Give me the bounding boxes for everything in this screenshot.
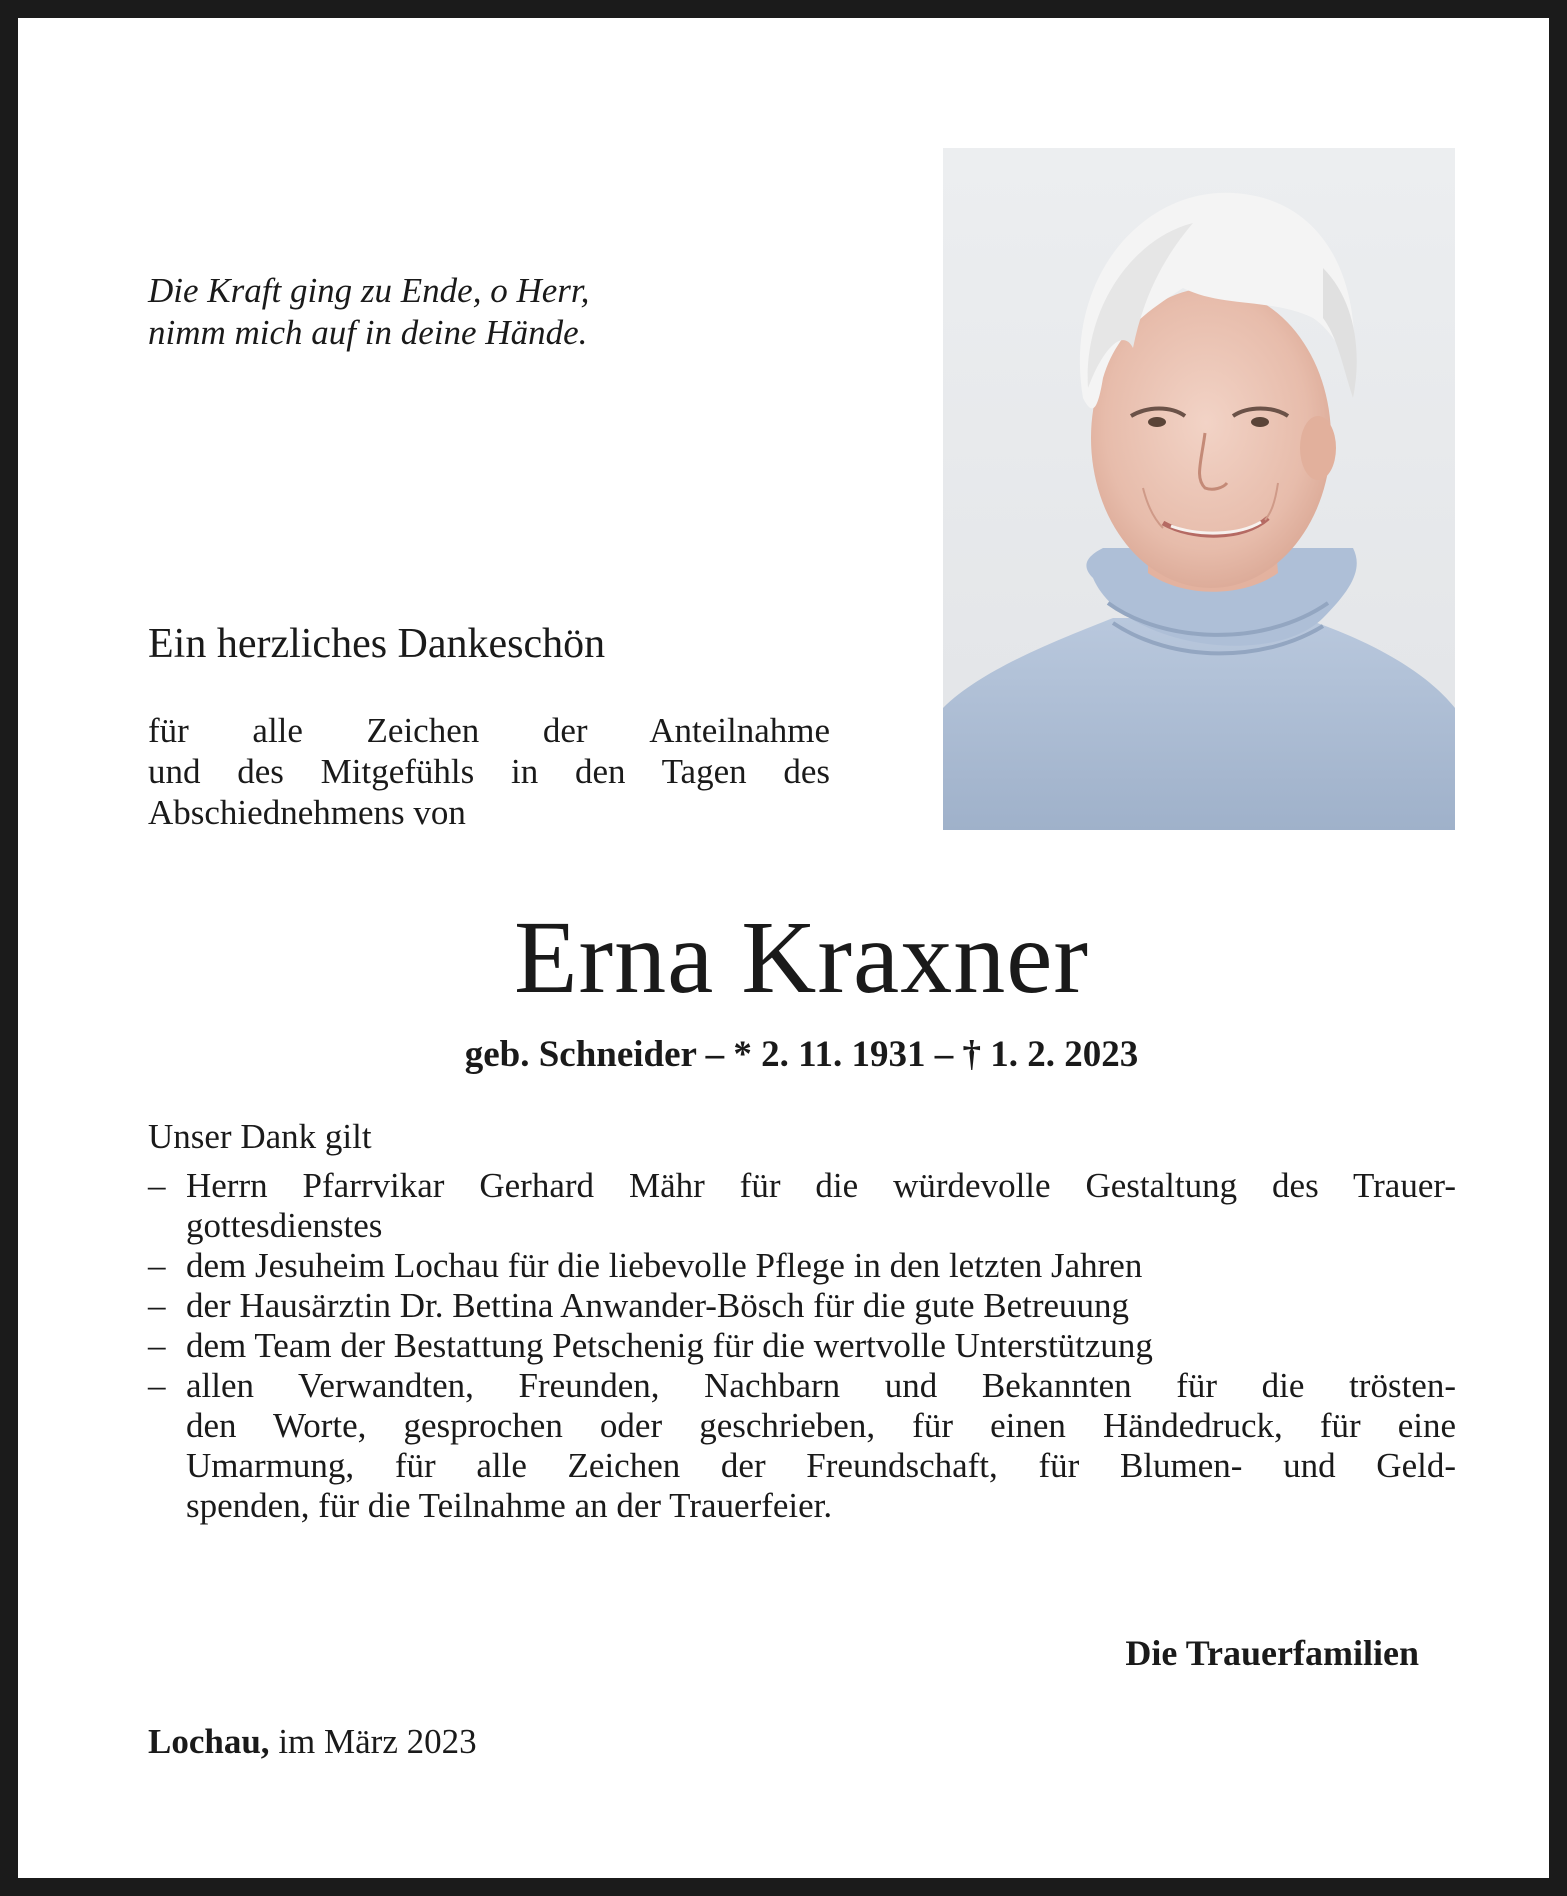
gratitude-item (148, 1246, 1456, 1286)
gratitude-item (148, 1366, 1456, 1526)
list-dash: – (148, 1286, 166, 1325)
intro-line: für alle Zeichen der Anteilnahme (148, 711, 830, 750)
quote-line: Die Kraft ging zu Ende, o Herr, (148, 271, 590, 310)
gratitude-item-line: dem Team der Bestattung Petschenig für die wertvolle Unterstützung (186, 1326, 1153, 1365)
gratitude-item-line: dem Jesuheim Lochau für die liebevolle Pflege in den letzten Jahren (186, 1246, 1143, 1285)
thanks-heading: Ein herzliches Dankeschön (148, 621, 606, 667)
gratitude-item-line: den Worte, gesprochen oder geschrieben, für einen Händedruck, für eine (186, 1406, 1456, 1445)
signature: Die Trauerfamilien (1125, 1633, 1419, 1673)
gratitude-item-line: Umarmung, für alle Zeichen der Freundschaft, für Blumen- und Geld- (186, 1446, 1456, 1485)
memorial-quote (148, 270, 768, 354)
gratitude-item (148, 1326, 1456, 1366)
place-city: Lochau, (148, 1722, 270, 1761)
gratitude-item (148, 1166, 1456, 1246)
gratitude-item-line: allen Verwandten, Freunden, Nachbarn und Bekannten für die trösten- (186, 1366, 1456, 1405)
gratitude-item-line: der Hausärztin Dr. Bettina Anwander-Bösch für die gute Betreuung (186, 1286, 1130, 1325)
gratitude-item-line: gottesdienstes (186, 1206, 383, 1245)
quote-line: nimm mich auf in deine Hände. (148, 313, 588, 352)
thanks-intro (148, 710, 830, 833)
list-dash: – (148, 1246, 166, 1285)
deceased-details: geb. Schneider – * 2. 11. 1931 – † 1. 2. 2023 (464, 1034, 1139, 1075)
list-dash: – (148, 1326, 166, 1365)
intro-line: Abschiednehmens von (148, 793, 466, 832)
list-dash: – (148, 1366, 166, 1405)
intro-line: und des Mitgefühls in den Tagen des (148, 752, 830, 791)
gratitude-item-line: spenden, für die Teilnahme an der Trauerfeier. (186, 1486, 833, 1525)
list-dash: – (148, 1166, 166, 1205)
place-date (148, 1719, 477, 1765)
gratitude-item-line: Herrn Pfarrvikar Gerhard Mähr für die würdevolle Gestaltung des Trauer- (186, 1166, 1456, 1205)
portrait-photo (943, 148, 1455, 830)
place-date-text: im März 2023 (278, 1722, 477, 1761)
gratitude-intro: Unser Dank gilt (148, 1117, 372, 1156)
gratitude-item (148, 1286, 1456, 1326)
portrait-illustration (943, 148, 1455, 830)
deceased-name: Erna Kraxner (513, 900, 1089, 1015)
gratitude-list (148, 1166, 1456, 1526)
